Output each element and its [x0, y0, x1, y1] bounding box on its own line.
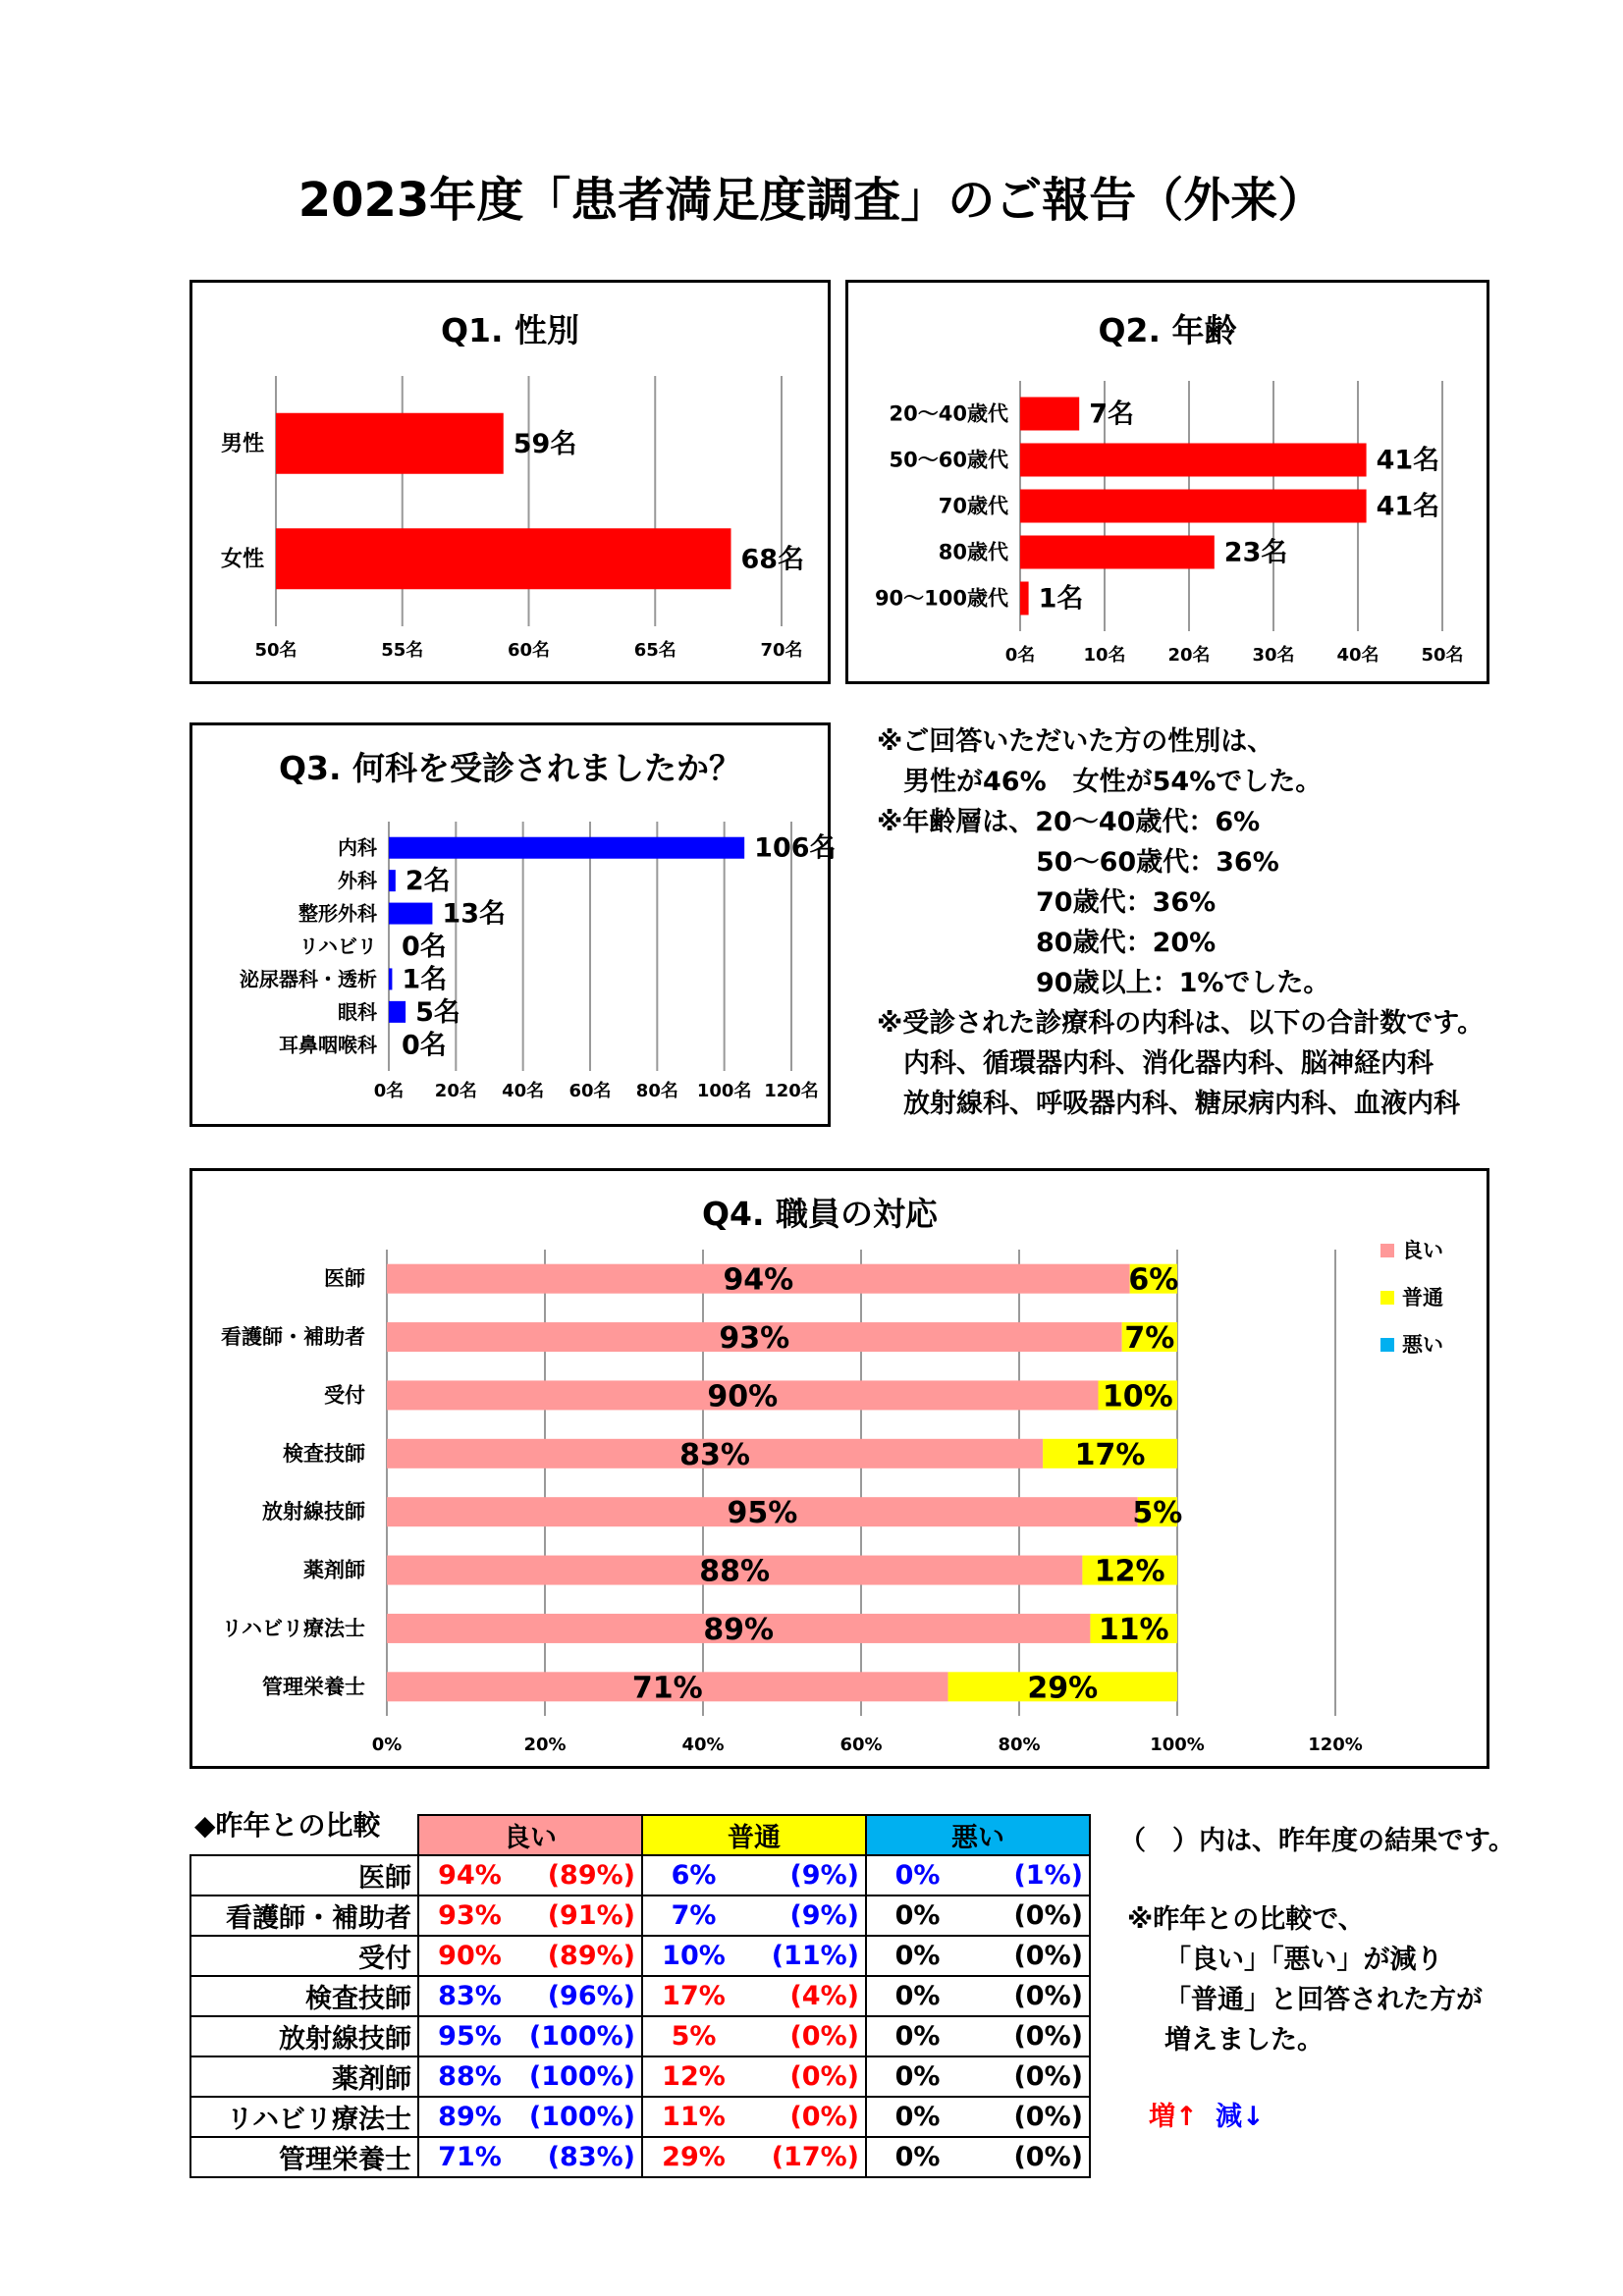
- chart-q1: [192, 283, 828, 681]
- tick-label: 60名: [568, 1081, 612, 1101]
- data-label: 23名: [1223, 537, 1288, 568]
- data-label: 68名: [740, 544, 805, 575]
- bad-prev: (0%): [968, 2056, 1090, 2097]
- good-value: 83%: [418, 1976, 520, 2016]
- good-value: 94%: [418, 1855, 520, 1896]
- chart-q3: [192, 725, 837, 1124]
- data-label: 10%: [1102, 1379, 1173, 1415]
- bar: [389, 870, 396, 891]
- legend-up: 増↑: [1149, 2102, 1198, 2132]
- normal-value: 11%: [642, 2097, 744, 2137]
- data-label: 7%: [1124, 1321, 1175, 1357]
- bad-prev: (1%): [968, 1855, 1090, 1896]
- category-label: 医師: [324, 1266, 365, 1291]
- bar: [389, 837, 744, 859]
- tick-label: 40名: [502, 1081, 545, 1101]
- bad-value: 0%: [866, 1936, 968, 1976]
- category-label: 管理栄養士: [262, 1675, 365, 1699]
- chart-q2: [848, 283, 1487, 681]
- data-label: 17%: [1074, 1437, 1146, 1472]
- normal-prev: (0%): [744, 2016, 866, 2056]
- trend-note-line: 増えました。: [1164, 2025, 1324, 2056]
- bar: [389, 903, 432, 925]
- category-label: 放射線技師: [262, 1500, 365, 1524]
- prev-year-note: （ ）内は、昨年度の結果です。: [1119, 1826, 1515, 1856]
- data-label: 89%: [703, 1612, 775, 1647]
- tick-label: 70名: [760, 640, 803, 661]
- tick-label: 0名: [373, 1081, 405, 1101]
- normal-prev: (0%): [744, 2056, 866, 2097]
- trend-note-line: ※昨年との比較で、: [1127, 1904, 1365, 1935]
- tick-label: 50名: [1421, 645, 1464, 666]
- tick-label: 120名: [764, 1081, 819, 1101]
- bad-prev: (0%): [968, 1976, 1090, 2016]
- comparison-corner: [190, 1815, 418, 1855]
- category-label: リハビリ: [298, 934, 377, 958]
- data-label: 106名: [754, 832, 837, 864]
- tick-label: 20名: [434, 1081, 477, 1101]
- category-label: 20～40歳代: [889, 401, 1008, 426]
- bar: [1020, 536, 1215, 569]
- tick-label: 100名: [696, 1081, 752, 1101]
- good-value: 71%: [418, 2137, 520, 2177]
- survey-notes: [877, 721, 1484, 1124]
- bad-value: 0%: [866, 2016, 968, 2056]
- comparison-table: [189, 1814, 1091, 2178]
- tick-label: 20名: [1167, 645, 1211, 666]
- tick-label: 80名: [635, 1081, 678, 1101]
- row-label: 放射線技師: [190, 2016, 418, 2056]
- data-label: 88%: [699, 1554, 771, 1589]
- category-label: 80歳代: [938, 540, 1008, 564]
- data-label: 0名: [402, 932, 447, 962]
- tick-label: 50名: [254, 640, 298, 661]
- bar: [276, 413, 504, 474]
- data-label: 93%: [719, 1321, 790, 1357]
- good-prev: (100%): [520, 2056, 642, 2097]
- bad-prev: (0%): [968, 2097, 1090, 2137]
- data-label: 5名: [415, 996, 460, 1028]
- good-prev: (83%): [520, 2137, 642, 2177]
- bad-value: 0%: [866, 1896, 968, 1936]
- note-line: 放射線科、呼吸器内科、糖尿病内科、血液内科: [877, 1089, 1460, 1119]
- good-prev: (89%): [520, 1936, 642, 1976]
- tick-label: 0%: [371, 1735, 403, 1755]
- good-value: 90%: [418, 1936, 520, 1976]
- tick-label: 40名: [1336, 645, 1380, 666]
- table-row: [190, 1976, 1090, 2016]
- bar: [1020, 398, 1079, 431]
- category-label: 50～60歳代: [889, 448, 1008, 472]
- normal-value: 17%: [642, 1976, 744, 2016]
- data-label: 83%: [679, 1437, 750, 1472]
- category-label: 整形外科: [298, 901, 377, 926]
- data-label: 5%: [1132, 1496, 1183, 1531]
- category-label: 耳鼻咽喉科: [279, 1033, 377, 1057]
- note-line: ※年齢層は、20～40歳代：6%: [877, 807, 1261, 837]
- normal-prev: (0%): [744, 2097, 866, 2137]
- category-label: リハビリ療法士: [221, 1616, 365, 1640]
- good-value: 95%: [418, 2016, 520, 2056]
- data-label: 59名: [513, 428, 577, 459]
- bad-value: 0%: [866, 2097, 968, 2137]
- tick-label: 65名: [633, 640, 676, 661]
- category-label: 90～100歳代: [874, 586, 1008, 611]
- data-label: 0名: [402, 1030, 447, 1061]
- data-label: 71%: [631, 1671, 703, 1706]
- good-value: 89%: [418, 2097, 520, 2137]
- data-label: 12%: [1094, 1554, 1165, 1589]
- legend-swatch: [1380, 1338, 1394, 1352]
- bad-prev: (0%): [968, 1896, 1090, 1936]
- comparison-title: ◆昨年との比較: [194, 1809, 381, 1842]
- normal-value: 5%: [642, 2016, 744, 2056]
- header-bad: 悪い: [866, 1815, 1090, 1855]
- table-row: [190, 1855, 1090, 1896]
- row-label: 薬剤師: [190, 2056, 418, 2097]
- note-line: 内科、循環器内科、消化器内科、脳神経内科: [877, 1048, 1434, 1079]
- normal-prev: (9%): [744, 1855, 866, 1896]
- row-label: 受付: [190, 1936, 418, 1976]
- normal-value: 10%: [642, 1936, 744, 1976]
- category-label: 女性: [220, 547, 264, 572]
- chart-q3-panel: [189, 722, 837, 1127]
- data-label: 90%: [707, 1379, 779, 1415]
- table-row: [190, 2097, 1090, 2137]
- normal-prev: (11%): [744, 1936, 866, 1976]
- data-label: 95%: [727, 1496, 798, 1531]
- legend-label: 悪い: [1402, 1333, 1443, 1357]
- legend-swatch: [1380, 1291, 1394, 1305]
- data-label: 11%: [1098, 1612, 1169, 1647]
- category-label: 70歳代: [938, 494, 1008, 518]
- category-label: 泌尿器科・透析: [240, 967, 377, 991]
- data-label: 2名: [405, 866, 451, 897]
- data-label: 41名: [1376, 445, 1440, 476]
- tick-label: 120%: [1308, 1735, 1363, 1755]
- table-row: [190, 1896, 1090, 1936]
- chart-title: Q1. 性別: [440, 311, 580, 349]
- category-label: 眼科: [338, 999, 377, 1024]
- legend-swatch: [1380, 1244, 1394, 1257]
- normal-value: 12%: [642, 2056, 744, 2097]
- tick-label: 0名: [1004, 645, 1036, 666]
- bar: [1020, 490, 1367, 523]
- category-label: 看護師・補助者: [221, 1325, 365, 1350]
- row-label: 検査技師: [190, 1976, 418, 2016]
- note-line: 80歳代：20%: [877, 928, 1217, 958]
- table-row: [190, 2137, 1090, 2177]
- tick-label: 10名: [1083, 645, 1126, 666]
- normal-prev: (4%): [744, 1976, 866, 2016]
- chart-q2-panel: [845, 280, 1489, 684]
- category-label: 内科: [338, 835, 377, 860]
- bar: [1020, 582, 1029, 615]
- tick-label: 20%: [523, 1735, 567, 1755]
- data-label: 6%: [1128, 1262, 1179, 1298]
- good-prev: (100%): [520, 2097, 642, 2137]
- good-value: 93%: [418, 1896, 520, 1936]
- chart-q4-panel: [189, 1168, 1489, 1769]
- good-prev: (100%): [520, 2016, 642, 2056]
- legend-label: 良い: [1402, 1239, 1443, 1262]
- chart-q4: [192, 1171, 1487, 1766]
- good-value: 88%: [418, 2056, 520, 2097]
- bad-prev: (0%): [968, 2137, 1090, 2177]
- bad-prev: (0%): [968, 1936, 1090, 1976]
- legend-label: 普通: [1402, 1286, 1443, 1309]
- data-label: 7名: [1089, 399, 1134, 430]
- note-line: ※受診された診療科の内科は、以下の合計数です。: [877, 1008, 1485, 1039]
- tick-label: 80%: [998, 1735, 1041, 1755]
- good-prev: (91%): [520, 1896, 642, 1936]
- bar: [1020, 444, 1367, 477]
- row-label: 管理栄養士: [190, 2137, 418, 2177]
- tick-label: 60%: [839, 1735, 883, 1755]
- bar: [389, 968, 392, 989]
- bad-value: 0%: [866, 2056, 968, 2097]
- header-good: 良い: [418, 1815, 642, 1855]
- good-prev: (89%): [520, 1855, 642, 1896]
- tick-label: 60名: [507, 640, 551, 661]
- good-prev: (96%): [520, 1976, 642, 2016]
- table-row: [190, 1936, 1090, 1976]
- category-label: 男性: [220, 431, 264, 456]
- chart-title: Q3. 何科を受診されましたか？: [278, 749, 742, 787]
- chart-title: Q4. 職員の対応: [701, 1195, 939, 1233]
- tick-label: 30名: [1252, 645, 1295, 666]
- chart-title: Q2. 年齢: [1098, 311, 1237, 349]
- data-label: 94%: [723, 1262, 794, 1298]
- tick-label: 40%: [681, 1735, 725, 1755]
- trend-note-line: 「普通」と回答された方が: [1164, 1985, 1483, 2015]
- category-label: 検査技師: [283, 1441, 365, 1466]
- trend-note-line: 「良い」「悪い」が減り: [1164, 1945, 1443, 1975]
- data-label: 13名: [442, 898, 506, 930]
- row-label: 看護師・補助者: [190, 1896, 418, 1936]
- category-label: 外科: [338, 869, 377, 893]
- normal-value: 6%: [642, 1855, 744, 1896]
- tick-label: 55名: [381, 640, 424, 661]
- normal-value: 29%: [642, 2137, 744, 2177]
- note-line: 50～60歳代：36%: [877, 847, 1279, 878]
- note-line: 70歳代：36%: [877, 887, 1217, 918]
- row-label: 医師: [190, 1855, 418, 1896]
- row-label: リハビリ療法士: [190, 2097, 418, 2137]
- bad-prev: (0%): [968, 2016, 1090, 2056]
- table-row: [190, 2016, 1090, 2056]
- bar: [276, 528, 731, 589]
- note-line: 男性が46% 女性が54%でした。: [877, 767, 1323, 797]
- normal-value: 7%: [642, 1896, 744, 1936]
- data-label: 1名: [1038, 583, 1084, 614]
- bar: [389, 1001, 406, 1023]
- normal-prev: (9%): [744, 1896, 866, 1936]
- table-row: [190, 2056, 1090, 2097]
- bad-value: 0%: [866, 2137, 968, 2177]
- page-title: 2023年度「患者満足度調査」のご報告（外来）: [298, 173, 1325, 228]
- data-label: 29%: [1027, 1671, 1099, 1706]
- category-label: 受付: [324, 1383, 365, 1408]
- data-label: 1名: [402, 964, 448, 995]
- tick-label: 100%: [1150, 1735, 1205, 1755]
- header-normal: 普通: [642, 1815, 866, 1855]
- legend-down: 減↓: [1216, 2102, 1265, 2132]
- note-line: 90歳以上：1%でした。: [877, 968, 1330, 998]
- data-label: 41名: [1376, 491, 1440, 522]
- bad-value: 0%: [866, 1855, 968, 1896]
- chart-q1-panel: [189, 280, 831, 684]
- note-line: ※ご回答いただいた方の性別は、: [877, 726, 1274, 757]
- normal-prev: (17%): [744, 2137, 866, 2177]
- category-label: 薬剤師: [303, 1558, 365, 1582]
- bad-value: 0%: [866, 1976, 968, 2016]
